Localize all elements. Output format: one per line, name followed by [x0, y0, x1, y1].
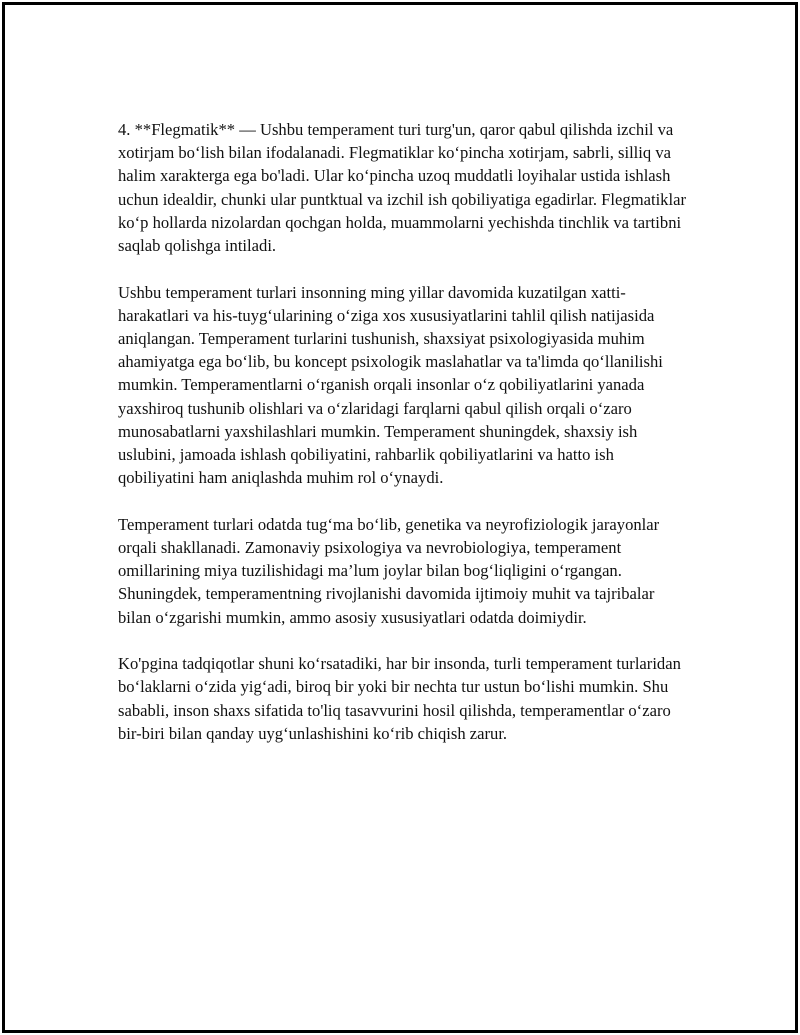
paragraph-temperament-origin: Temperament turlari odatda tug‘ma bo‘lib, genetika va neyrofiziologik jarayonlar orqali shakllanadi. Zamonaviy psixologiya va nevrobiologiya, temperament omillarining miya tuzilishidagi ma’lum joylar bilan bog‘liqligini o‘rgangan. Shuningdek, temperamentning rivojlanishi davomida ijtimoiy muhit va tajribalar bilan o‘zgarishi mumkin, ammo asosiy xususiyatlari odatda doimiydir. [118, 514, 660, 627]
paragraph-temperament-types: Ushbu temperament turlari insonning ming yillar davomida kuzatilgan xatti-harakatlari va his-tuyg‘ularining o‘ziga xos xususiyatlarini tahlil qilish natijasida aniqlangan. Temperament turlarini tushunish, shaxsiyat psixologiyasida muhim ahamiyatga ega bo‘lib, bu koncept psixologik maslahatlar va ta'limda qo‘llanilishi mumkin. Temperamentlarni o‘rganish orqali insonlar o‘z qobiliyatlarini yanada yaxshiroq tushunib olishlari va o‘zlaridagi farqlarni qabul qilish orqali o‘zaro munosabatlarni yaxshilashlari mumkin. Temperament shuningdek, shaxsiy ish uslubini, jamoada ishlash qobiliyatini, rahbarlik qobiliyatlarini va hatto ish qobiliyatini ham aniqlashda muhim rol o‘ynaydi. [118, 282, 663, 488]
document-body [118, 118, 690, 768]
paragraph-flegmatik: 4. **Flegmatik** — Ushbu temperament turi turg'un, qaror qabul qilishda izchil va xotirjam bo‘lish bilan ifodalanadi. Flegmatiklar ko‘pincha xotirjam, sabrli, silliq va halim xarakterga ega bo'ladi. Ular ko‘pincha uzoq muddatli loyihalar ustida ishlash uchun idealdir, chunki ular puntktual va izchil ish qobiliyatiga egadirlar. Flegmatiklar ko‘p hollarda nizolardan qochgan holda, muammolarni yechishda tinchlik va tartibni saqlab qolishga intiladi. [118, 120, 686, 256]
paragraph-research-conclusion: Ko'pgina tadqiqotlar shuni ko‘rsatadiki, har bir insonda, turli temperament turlaridan bo‘laklarni o‘zida yig‘adi, biroq bir yoki bir nechta tur ustun bo‘lishi mumkin. Shu sababli, inson shaxs sifatida to'liq tasavvurini hosil qilishda, temperamentlar o‘zaro bir-biri bilan qanday uyg‘unlashishini ko‘rib chiqish zarur. [118, 654, 681, 743]
